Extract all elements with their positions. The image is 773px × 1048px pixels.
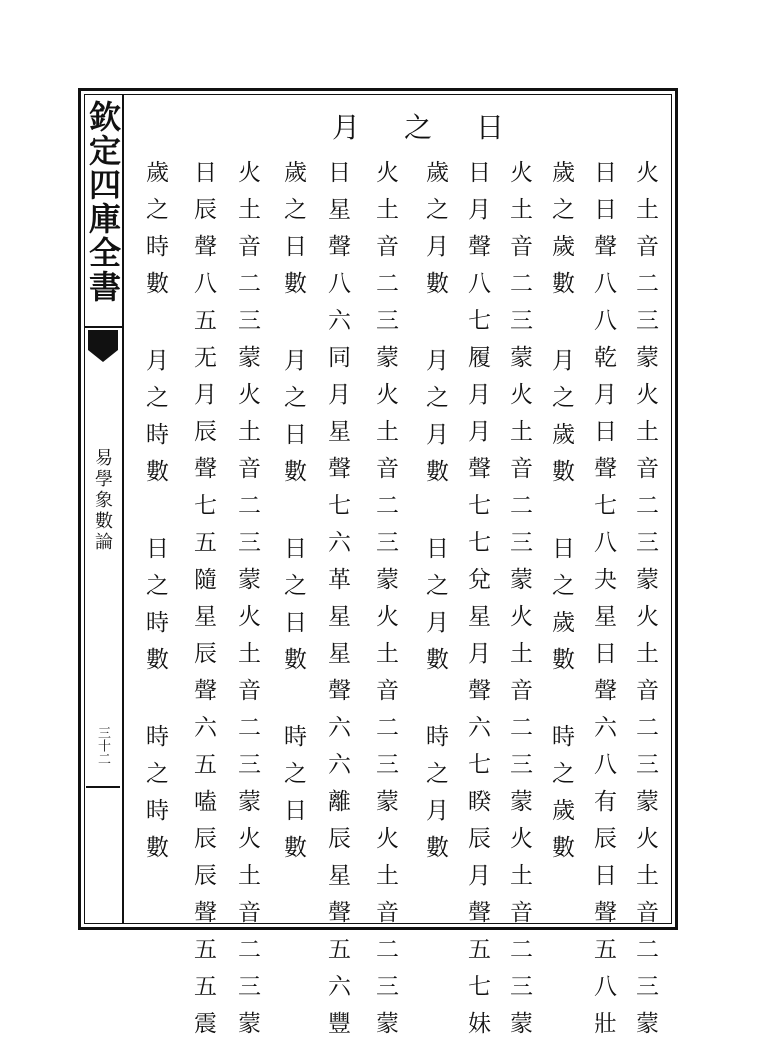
text-column: 日日聲八八乾月日聲七八夬星日聲六八有辰日聲五八壯 (590, 160, 616, 1048)
text-column: 歲之時數 月之時數 日之時數 時之時數 (142, 160, 168, 872)
text-column: 火土音二三蒙火土音二三蒙火土音二三蒙火土音二三蒙 (632, 160, 658, 1048)
section-heading-text: 月之日 (331, 111, 548, 144)
text-column: 歲之日數 月之日數 日之日數 時之日數 (280, 160, 306, 872)
banxin-page-number: 三十二 (95, 726, 110, 765)
text-column: 日月聲八七履月月聲七七兌星月聲六七睽辰月聲五七妹 (464, 160, 490, 1048)
text-column: 歲之歲數 月之歲數 日之歲數 時之歲數 (548, 160, 574, 872)
text-column: 歲之月數 月之月數 日之月數 時之月數 (422, 160, 448, 872)
banxin-book-title: 易學象數論 (92, 448, 113, 553)
banxin-series-title: 欽定四庫全書 (84, 100, 122, 304)
text-column: 火土音二三蒙火土音二三蒙火土音二三蒙火土音二三蒙 (372, 160, 398, 1048)
banxin-divider (122, 94, 124, 924)
text-column: 日星聲八六同月星聲七六革星星聲六六離辰星聲五六豐 (324, 160, 350, 1048)
section-heading (240, 104, 640, 148)
banxin-rule-top (84, 326, 122, 328)
text-column: 火土音二三蒙火土音二三蒙火土音二三蒙火土音二三蒙 (234, 160, 260, 1048)
fishtail-mark-icon (88, 330, 118, 362)
text-column: 火土音二三蒙火土音二三蒙火土音二三蒙火土音二三蒙 (506, 160, 532, 1048)
text-column: 日辰聲八五无月辰聲七五隨星辰聲六五嗑辰辰聲五五震 (190, 160, 216, 1048)
banxin-page-rule (86, 786, 120, 788)
